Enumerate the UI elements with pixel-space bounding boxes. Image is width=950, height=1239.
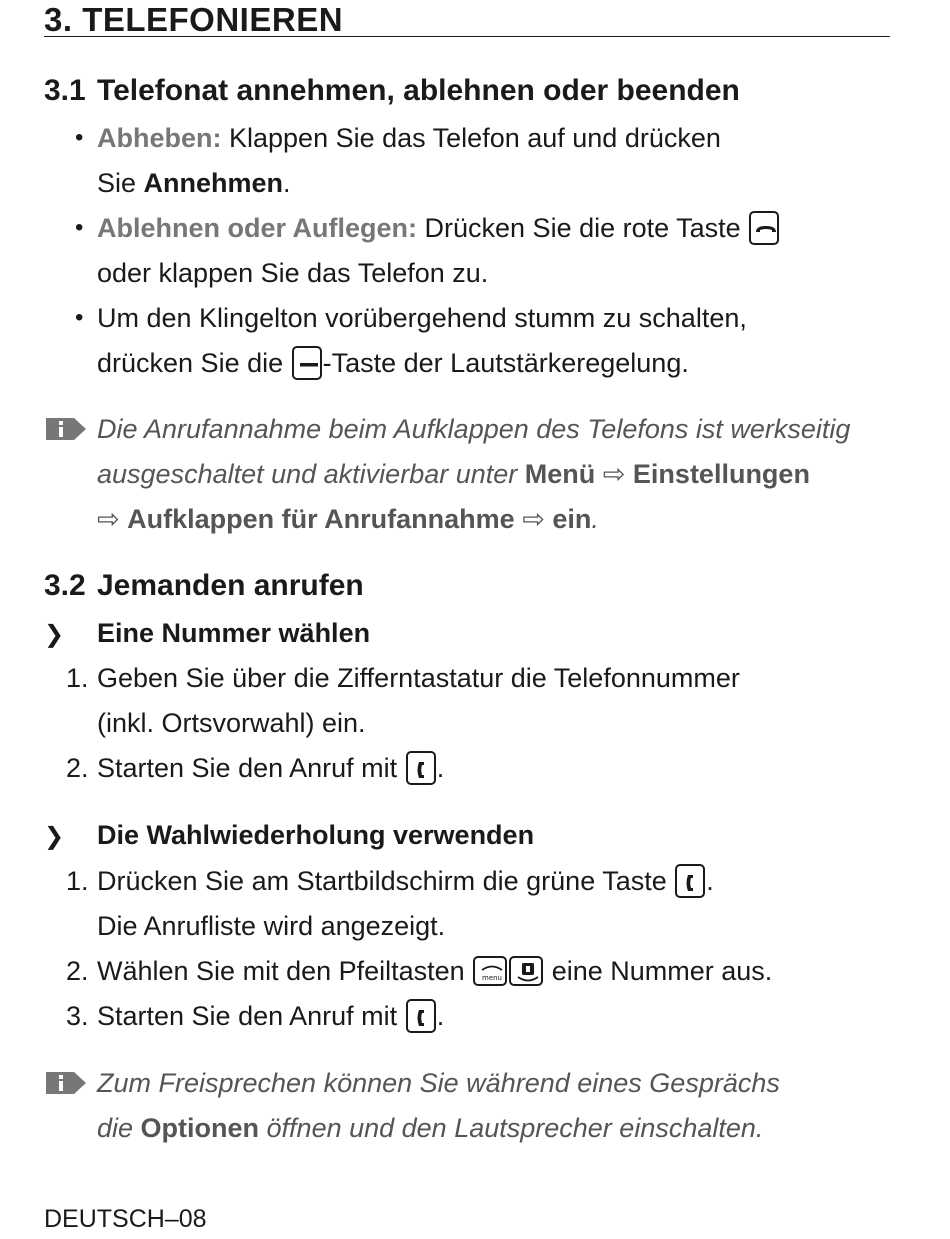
section-number: 3.1: [44, 74, 86, 107]
punctuation: .: [591, 504, 599, 534]
note-text: öffnen und den Lautsprecher einschalten.: [259, 1113, 764, 1143]
step-text: Starten Sie den Anruf mit: [97, 753, 398, 783]
menu-path-item: Aufklappen für Anrufannahme: [127, 504, 515, 534]
info-icon: [44, 416, 88, 442]
bullet-text: Drücken Sie die rote Taste: [417, 213, 741, 243]
chevron-right-icon: ❯: [44, 621, 65, 648]
volume-minus-key-icon: [292, 346, 322, 380]
note-1-line-3: [97, 499, 599, 539]
bullet-text: -Taste der Lautstärkeregelung.: [322, 348, 689, 378]
info-icon: [44, 1070, 88, 1096]
step-number: 3.: [66, 1001, 89, 1031]
step-number: 2.: [66, 956, 89, 986]
svg-text:menu: menu: [482, 973, 503, 982]
bullet-text: drücken Sie die: [97, 348, 291, 378]
step-line: [97, 996, 444, 1036]
bullet-2-line-1: [97, 208, 780, 248]
step-line: (inkl. Ortsvorwahl) ein.: [97, 708, 366, 738]
step-number: 1.: [66, 663, 89, 693]
bullet-dot: •: [75, 124, 84, 151]
arrow-right-icon: ⇨: [522, 504, 545, 534]
page-footer: DEUTSCH–08: [44, 1205, 207, 1233]
step-text: Starten Sie den Anruf mit: [97, 1001, 398, 1031]
punctuation: .: [706, 866, 714, 896]
punctuation: .: [283, 168, 291, 198]
softkey-name: Annehmen: [143, 168, 284, 198]
punctuation: .: [436, 753, 445, 783]
chapter-heading: [44, 0, 890, 37]
call-key-icon: [675, 864, 705, 898]
bullet-text: Klappen Sie das Telefon auf und drücken: [221, 123, 721, 153]
bullet-text: Sie: [97, 168, 144, 198]
step-number: 2.: [66, 753, 89, 783]
step-number: 1.: [66, 866, 89, 896]
note-2-line-2: [97, 1108, 763, 1148]
softkey-name: Optionen: [140, 1113, 260, 1143]
menu-up-key-icon: [473, 956, 507, 986]
arrow-right-icon: ⇨: [97, 504, 120, 534]
section-number: 3.2: [44, 569, 86, 602]
subheading-title: Die Wahlwiederholung verwenden: [97, 820, 535, 850]
subheading-title: Eine Nummer wählen: [97, 618, 371, 648]
red-end-key-icon: [749, 211, 779, 245]
menu-path-item: ein: [552, 504, 592, 534]
note-text: die: [97, 1113, 141, 1143]
phonebook-down-key-icon: [509, 956, 543, 986]
note-2-line-1: Zum Freisprechen können Sie während eines Gesprächs: [97, 1068, 780, 1098]
subheading-redial: [44, 815, 534, 857]
bullet-1-line-1: [97, 118, 721, 158]
bullet-3-line-1: Um den Klingelton vorübergehend stumm zu schalten,: [97, 303, 747, 333]
section-title: Telefonat annehmen, ablehnen oder beenden: [97, 74, 740, 107]
menu-path-item: Menü: [524, 459, 596, 489]
bullet-dot: •: [75, 304, 84, 331]
step-text: Drücken Sie am Startbildschirm die grüne Taste: [97, 866, 667, 896]
bullet-lead: Ablehnen oder Auflegen:: [97, 213, 418, 243]
step-line: [97, 951, 772, 991]
menu-path-item: Einstellungen: [632, 459, 810, 489]
section-heading-3-2: [44, 566, 364, 606]
note-1-line-2: [97, 454, 810, 494]
step-line: Geben Sie über die Zifferntastatur die Telefonnummer: [97, 663, 740, 693]
note-text: ausgeschaltet und aktivierbar unter: [97, 459, 525, 489]
call-key-icon: [406, 999, 436, 1033]
bullet-3-line-2: [97, 343, 689, 383]
section-heading-3-1: [44, 71, 740, 111]
bullet-1-line-2: [97, 163, 291, 203]
step-text: Wählen Sie mit den Pfeiltasten: [97, 956, 465, 986]
call-key-icon: [406, 751, 436, 785]
step-line: [97, 748, 444, 788]
subheading-dial-number: [44, 613, 370, 655]
bullet-lead: Abheben:: [97, 123, 222, 153]
bullet-2-line-2: oder klappen Sie das Telefon zu.: [97, 258, 489, 288]
section-title: Jemanden anrufen: [97, 569, 364, 602]
bullet-dot: •: [75, 214, 84, 241]
step-text: eine Nummer aus.: [544, 956, 773, 986]
punctuation: .: [436, 1001, 445, 1031]
arrow-right-icon: ⇨: [602, 459, 626, 489]
note-1-line-1: Die Anrufannahme beim Aufklappen des Telefons ist werkseitig: [97, 414, 851, 444]
step-line: [97, 861, 714, 901]
step-line: Die Anrufliste wird angezeigt.: [97, 911, 446, 941]
chapter-title: 3. TELEFONIEREN: [44, 1, 344, 38]
chevron-right-icon: ❯: [44, 823, 65, 850]
